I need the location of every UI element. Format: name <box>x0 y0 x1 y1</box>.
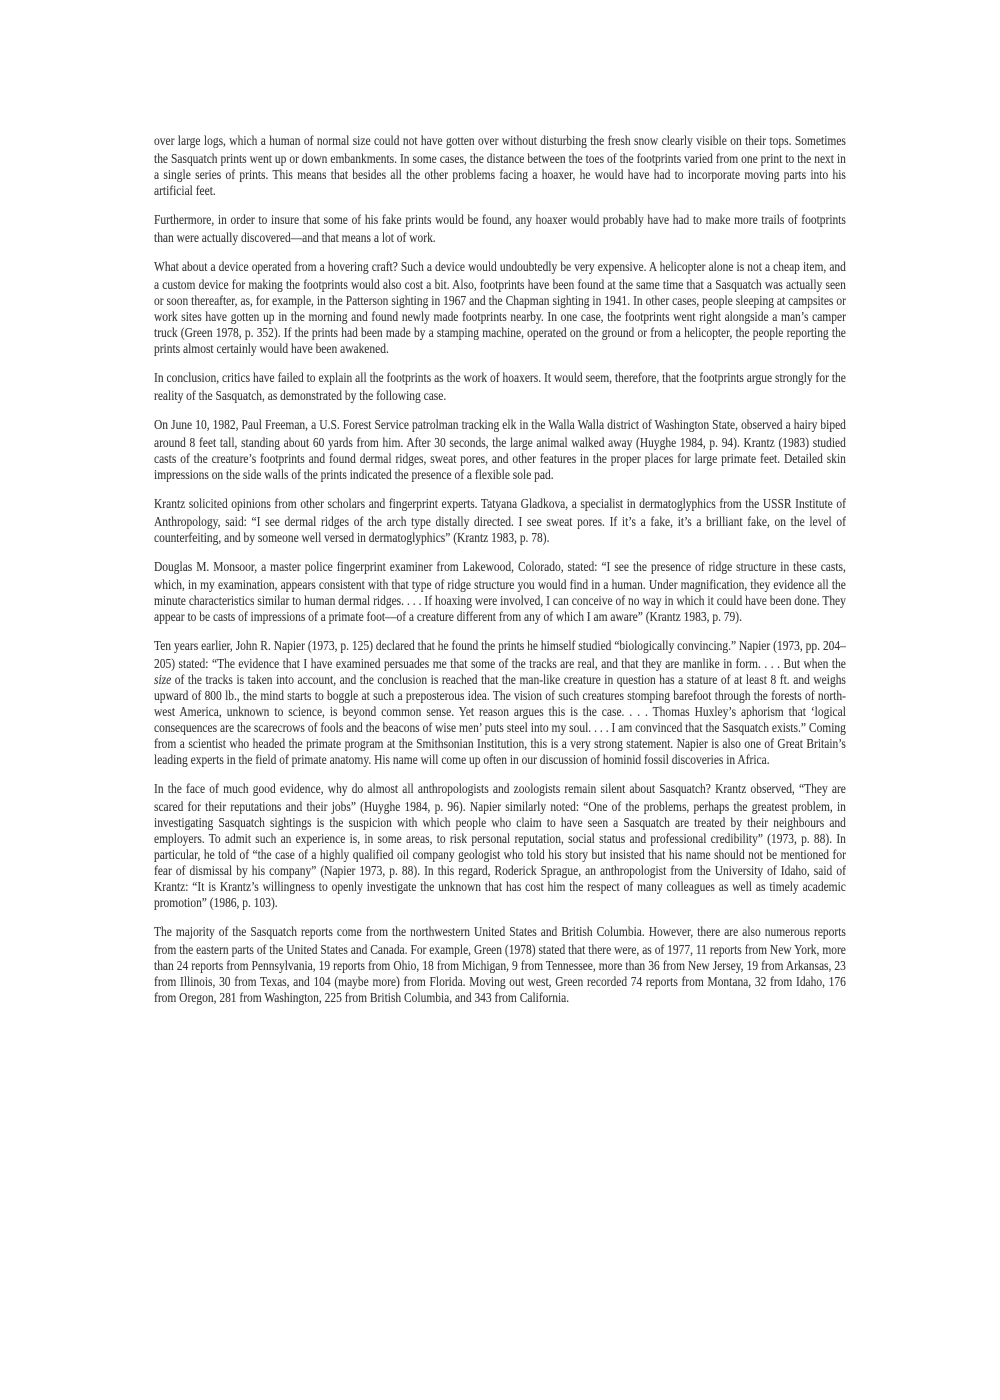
paragraph-9 <box>154 778 846 911</box>
paragraph-3 <box>154 256 846 357</box>
text-run: In conclusion, critics have failed to explain all the footprints as the work of hoaxers. It would seem, therefore, that the footprints argue strongly for the reality of the Sasquatch, as demonstrated by the following case. <box>154 370 846 403</box>
paragraph-4 <box>154 367 846 404</box>
paragraph-5 <box>154 414 846 483</box>
paragraph-10 <box>154 921 846 1006</box>
paragraph-7 <box>154 556 846 625</box>
text-run: Douglas M. Monsoor, a master police fingerprint examiner from Lakewood, Colorado, stated: “I see the presence of ridge structure in these casts, which, in my examination, appears consistent with that type of ridge structure you would find in a human. Under magnification, they evidence all the minute characteristics similar to human dermal ridges. . . . If hoaxing were involved, I can conceive of no way in which it could have been done. They appear to be casts of impressions of a primate foot—of a creature different from any of which I am aware” (Krantz 1983, p. 79). <box>154 559 846 624</box>
paragraph-8 <box>154 635 846 768</box>
paragraph-6 <box>154 493 846 546</box>
text-run: Krantz solicited opinions from other scholars and fingerprint experts. Tatyana Gladkova, a specialist in dermatoglyphics from the USSR Institute of Anthropology, said: “I see dermal ridges of the arch type distally directed. I see sweat pores. If it’s a fake, it’s a brilliant fake, on the level of counterfeiting, and by someone well versed in dermatoglyphics” (Krantz 1983, p. 78). <box>154 496 846 545</box>
text-run: On June 10, 1982, Paul Freeman, a U.S. Forest Service patrolman tracking elk in the Walla Walla district of Washington State, observed a hairy biped around 8 feet tall, standing about 60 yards from him. After 30 seconds, the large animal walked away (Huyghe 1984, p. 94). Krantz (1983) studied casts of the creature’s footprints and found dermal ridges, sweat pores, and other features in the proper places for large primate feet. Detailed skin impressions on the side walls of the prints indicated the presence of a flexible sole pad. <box>154 417 846 482</box>
text-run: over large logs, which a human of normal size could not have gotten over without disturbing the fresh snow clearly visible on their tops. Sometimes the Sasquatch prints went up or down embankments. In some cases, the distance between the toes of the footprints varied from one print to the next in a single series of prints. This means that besides all the other problems facing a hoaxer, he would have had to incorporate moving parts into his artificial feet. <box>154 133 846 198</box>
text-run: The majority of the Sasquatch reports come from the northwestern United States and British Columbia. However, there are also numerous reports from the eastern parts of the United States and Canada. For example, Green (1978) stated that there were, as of 1977, 11 reports from New York, more than 24 reports from Pennsylvania, 19 reports from Ohio, 18 from Michigan, 9 from Tennessee, more than 36 from New Jersey, 19 from Arkansas, 23 from Illinois, 30 from Texas, and 104 (maybe more) from Florida. Moving out west, Green recorded 74 reports from Montana, 32 from Idaho, 176 from Oregon, 281 from Washington, 225 from British Columbia, and 343 from California. <box>154 924 846 1005</box>
text-run: In the face of much good evidence, why do almost all anthropologists and zoologists remain silent about Sasquatch? Krantz observed, “They are scared for their reputations and their jobs” (Huyghe 1984, p. 96). Napier similarly noted: “One of the problems, perhaps the greatest problem, in investigating Sasquatch sightings is the suspicion with which people who claim to have seen a Sasquatch are treated by their neighbours and employers. To admit such an experience is, in some areas, to risk personal reputation, social status and professional credibility” (1973, p. 88). In particular, he told of “the case of a highly qualified oil company geologist who told his story but insisted that his name should not be mentioned for fear of dismissal by his company” (Napier 1973, p. 88). In this regard, Roderick Sprague, an anthropologist from the University of Idaho, said of Krantz: “It is Krantz’s willingness to openly investigate the unknown that has cost him the respect of many colleagues as well as timely academic promotion” (1986, p. 103). <box>154 781 846 910</box>
text-run: Furthermore, in order to insure that some of his fake prints would be found, any hoaxer would probably have had to make more trails of footprints than were actually discovered—and that means a lot of work. <box>154 212 846 245</box>
text-run: What about a device operated from a hovering craft? Such a device would undoubtedly be very expensive. A helicopter alone is not a cheap item, and a custom device for making the footprints would also cost a bit. Also, footprints have been found at the same time that a Sasquatch was actually seen or soon thereafter, as, for example, in the Patterson sighting in 1967 and the Chapman sighting in 1941. In other cases, people sleeping at campsites or work sites have gotten up in the morning and found newly made footprints nearby. In one case, the footprints went right alongside a man’s camper truck (Green 1978, p. 352). If the prints had been made by a stamping machine, operated on the ground or from a helicopter, the people reporting the prints almost certainly would have been awakened. <box>154 259 846 356</box>
text-run: Ten years earlier, John R. Napier (1973, p. 125) declared that he found the prints he himself studied “biologically convincing.” Napier (1973, pp. 204–205) stated: “The evidence that I have examined persuades me that some of the tracks are real, and that they are manlike in form. . . . But when the <box>154 638 846 671</box>
italic-text: size <box>154 672 172 687</box>
text-column <box>154 130 846 1016</box>
paragraph-1 <box>154 130 846 199</box>
text-run: of the tracks is taken into account, and the conclusion is reached that the man-like creature in question has a stature of at least 8 ft. and weighs upward of 800 lb., the mind starts to boggle at such a preposterous idea. The vision of such creatures stomping barefoot through the forests of north-west America, unknown to science, is beyond common sense. Yet reason argues this is the case. . . . Thomas Huxley’s aphorism that ‘logical consequences are the scarecrows of fools and the beacons of wise men’ puts steel into my soul. . . . I am convinced that the Sasquatch exists.” Coming from a scientist who headed the primate program at the Smithsonian Institution, this is a very strong statement. Napier is also one of Great Britain’s leading experts in the field of primate anatomy. His name will come up often in our discussion of hominid fossil discoveries in Africa. <box>154 672 846 767</box>
paragraph-2 <box>154 209 846 246</box>
